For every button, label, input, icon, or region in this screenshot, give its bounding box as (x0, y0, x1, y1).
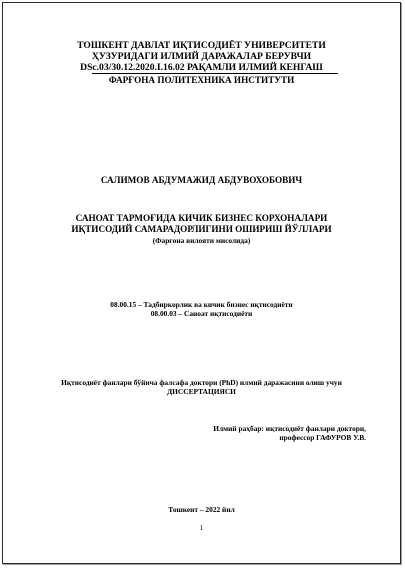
document-page (2, 2, 401, 564)
supervisor-line1: Илмий раҳбар: иқтисодиёт фанлари доктори, (213, 424, 366, 433)
dissertation-title-line1: САНОАТ ТАРМОҒИДА КИЧИК БИЗНЕС КОРХОНАЛАРИ (75, 213, 328, 223)
specialty-code-2: 08.00.03 – Саноат иқтисодиёти (150, 309, 253, 318)
supervisor-line2: профессор ГАФУРОВ У.В. (279, 433, 366, 442)
dissertation-subtitle: (Фарғона вилояти мисолида) (152, 236, 251, 245)
university-heading: ТОШКЕНТ ДАВЛАТ ИҚТИСОДИЁТ УНИВЕРСИТЕТИ (77, 40, 326, 51)
specialty-code-1: 08.00.15 – Тадбиркорлик ва кичик бизнес иқтисодиёти (110, 300, 293, 309)
dissertation-title-line2: ИҚТИСОДИЙ САМАРАДОРЛИГИНИ ОШИРИШ ЙЎЛЛАРИ (71, 224, 332, 234)
author-name: САЛИМОВ АБДУМАЖИД АБДУВОХОБОВИЧ (100, 175, 303, 185)
dissertation-label: ДИССЕРТАЦИЯСИ (167, 387, 236, 396)
council-code-heading: DSc.03/30.12.2020.I.16.02 РАҚАМЛИ ИЛМИЙ КЕНГАШ (80, 62, 323, 73)
place-and-year: Тошкент – 2022 йил (168, 505, 235, 514)
header-divider (92, 73, 338, 74)
institute-heading: ФАРҒОНА ПОЛИТЕХНИКА ИНСТИТУТИ (108, 75, 295, 85)
degree-statement: Иқтисодиёт фанлари бўйича фалсафа доктори (PhD) илмий даражасини олиш учун (61, 378, 342, 387)
council-heading: ҲУЗУРИДАГИ ИЛМИЙ ДАРАЖАЛАР БЕРУВЧИ (91, 51, 312, 62)
page-number: 1 (199, 523, 204, 532)
